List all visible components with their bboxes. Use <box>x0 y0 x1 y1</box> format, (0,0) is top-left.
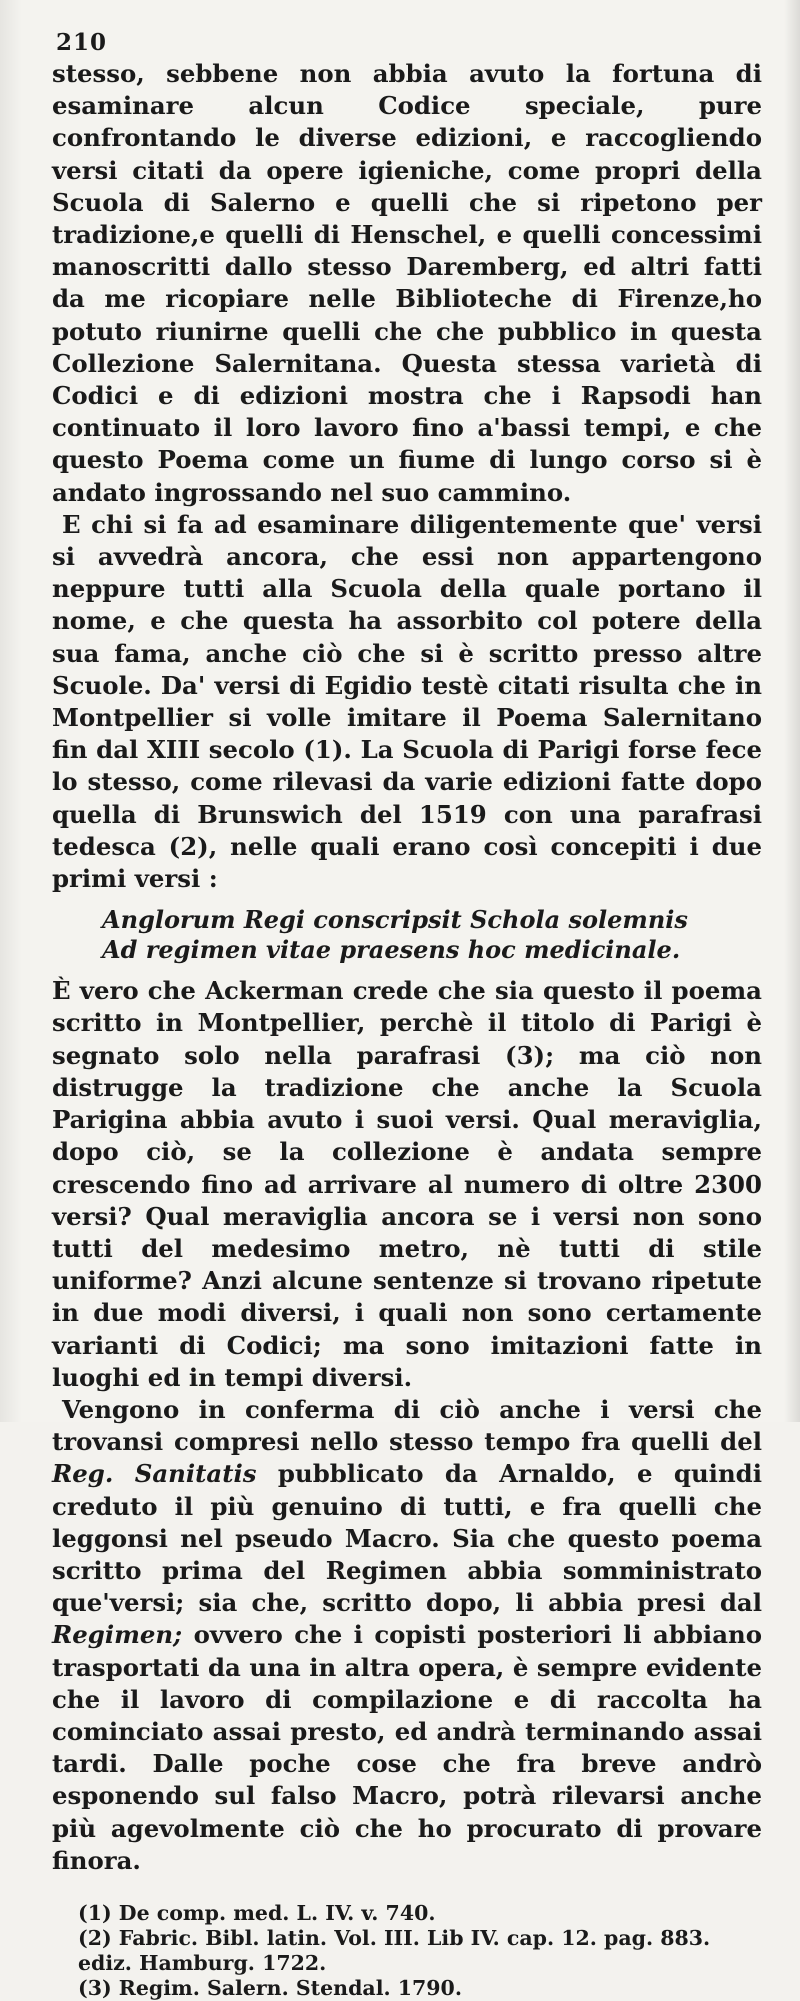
paragraph-3: È vero che Ackerman crede che sia questo il poema scritto in Montpellier, perchè il titolo di Parigi è segnato solo nella parafrasi (3); ma ciò non distrugge la tradizione che anche la Scuola Parigina abbia avuto i suoi versi. Qual meraviglia, dopo ciò, se la collezione è andata sempre crescendo fino ad arrivare al numero di oltre 2300 versi? Qual meraviglia ancora se i versi non sono tutti del medesimo metro, nè tutti di stile uniforme? Anzi alcune sentenze si trovano ripetute in due modi diversi, i quali non sono certamente varianti di Codici; ma sono imitazioni fatte in luoghi ed in tempi diversi. <box>52 976 762 1392</box>
verse-line-2: Ad regimen vitae praesens hoc medicinale. <box>102 935 681 965</box>
paragraph-4-italic-regimen: Regimen; <box>52 1620 183 1650</box>
paragraph-2: E chi si fa ad esaminare diligentemente que' versi si avvedrà ancora, che essi non appartengono neppure tutti alla Scuola della quale portano il nome, e che questa ha assorbito col potere della sua fama, anche ciò che si è scritto presso altre Scuole. Da' versi di Egidio testè citati risulta che in Montpellier si volle imitare il Poema Salernitano fin dal XIII secolo (1). La Scuola di Parigi forse fece lo stesso, come rilevasi da varie edizioni fatte dopo quella di Brunswich del 1519 con una parafrasi tedesca (2), nelle quali erano così concepiti i due primi versi : <box>52 509 762 894</box>
paragraph-1: stesso, sebbene non abbia avuto la fortuna di esaminare alcun Codice speciale, pure confrontando le diverse edizioni, e raccogliendo versi citati da opere igieniche, come propri della Scuola di Salerno e quelli che si ripetono per tradizione,e quelli di Henschel, e quelli concessimi manoscritti dallo stesso Daremberg, ed altri fatti da me ricopiare nelle Biblioteche di Firenze,ho potuto riunirne quelli che che pubblico in questa Collezione Salernitana. Questa stessa varietà di Codici e di edizioni mostra che i Rapsodi han continuato il loro lavoro fino a'bassi tempi, e che questo Poema come un fiume di lungo corso si è andato ingrossando nel suo cammino. <box>52 59 762 507</box>
footnote-3: (3) Regim. Salern. Stendal. 1790. <box>78 1975 462 2000</box>
paragraph-4-text-b: pubblicato da Arnaldo, e quindi creduto il più genuino di tutti, e fra quelli che leggonsi nel pseudo Macro. Sia che questo poema scritto prima del Regimen abbia somministrato que'versi; sia che, scritto dopo, li abbia presi dal <box>52 1459 762 1618</box>
page-number: 210 <box>56 29 108 56</box>
paragraph-4-text-a: Vengono in conferma di ciò anche i versi che trovansi compresi nello stesso tempo fra quelli del <box>52 1394 762 1457</box>
footnote-1: (1) De comp. med. L. IV. v. 740. <box>78 1900 436 1925</box>
latin-verse-block <box>102 905 762 965</box>
footnotes <box>52 1901 762 2001</box>
main-text-continued <box>52 975 762 1877</box>
footnote-2: (2) Fabric. Bibl. latin. Vol. III. Lib IV. cap. 12. pag. 883. ediz. Hamburg. 1722. <box>78 1925 711 1975</box>
paragraph-4-text-c: ovvero che i copisti posteriori li abbiano trasportati da una in altra opera, è sempre evidente che il lavoro di compilazione e di raccolta ha cominciato assai presto, ed andrà terminando assai tardi. Dalle poche cose che fra breve andrò esponendo sul falso Macro, potrà rilevarsi anche più agevolmente ciò che ho procurato di provare finora. <box>52 1620 763 1875</box>
paragraph-4 <box>52 1394 762 1877</box>
verse-line-1: Anglorum Regi conscripsit Schola solemnis <box>102 905 688 935</box>
paragraph-4-italic-reg-sanitatis: Reg. Sanitatis <box>52 1459 257 1489</box>
main-text <box>52 58 762 895</box>
